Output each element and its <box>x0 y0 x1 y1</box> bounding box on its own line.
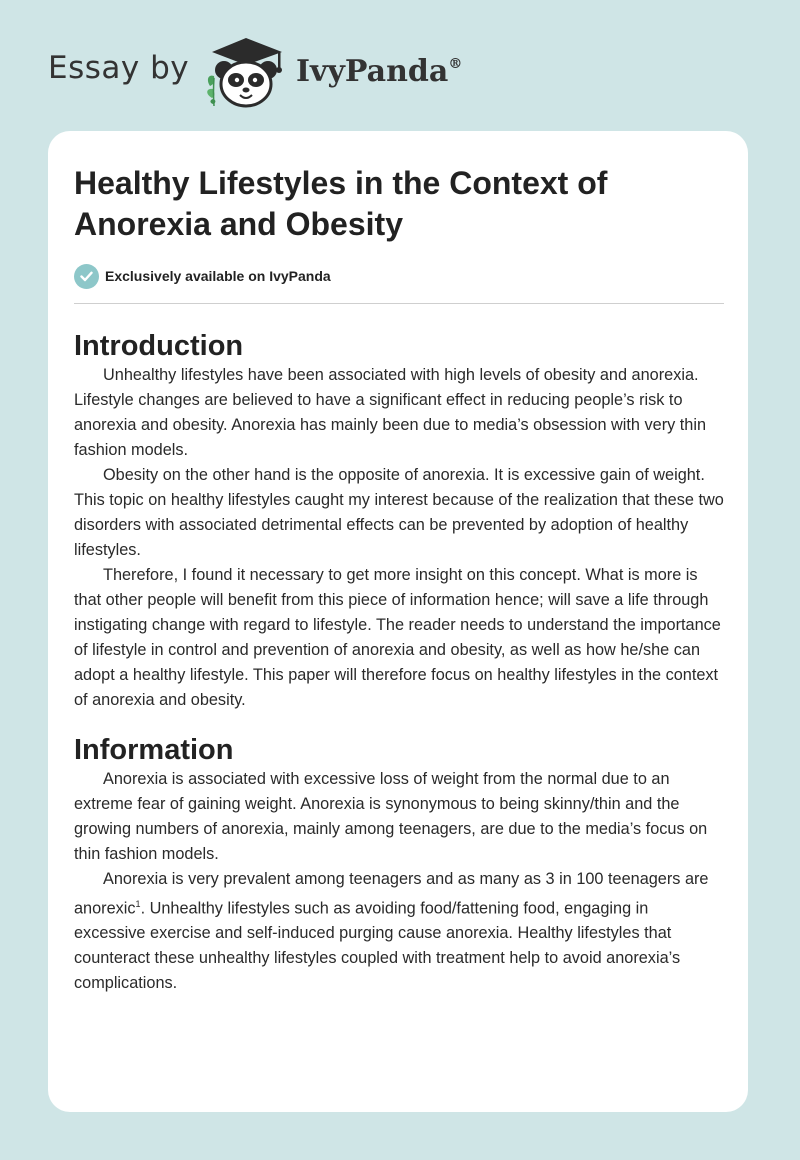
site-header <box>48 34 748 114</box>
essay-content <box>74 163 724 996</box>
section-heading-information: Information <box>74 734 234 766</box>
essay-card <box>48 131 748 1112</box>
paragraph: Unhealthy lifestyles have been associated with high levels of obesity and anorexia. Lifestyle changes are believed to have a significant effect in reducing people’s risk to anorexia and obesity. Anorexia has mainly been due to media’s obsession with very thin fashion models. <box>74 366 707 459</box>
checkmark-icon <box>74 264 99 289</box>
essay-title: Healthy Lifestyles in the Context of Anorexia and Obesity <box>74 165 608 242</box>
panda-logo-icon[interactable] <box>200 34 292 110</box>
paragraph-with-footnote <box>74 867 724 996</box>
availability-text: Exclusively available on IvyPanda <box>105 268 331 284</box>
divider <box>74 303 724 304</box>
registered-mark: ® <box>448 56 463 72</box>
brand-name[interactable] <box>296 54 462 89</box>
essay-by-label: Essay by <box>48 50 190 86</box>
paragraph: Therefore, I found it necessary to get more insight on this concept. What is more is that other people will benefit from this piece of information hence; will save a life through instigating change with regard to lifestyle. The reader needs to understand the importance of lifestyle in control and prevention of anorexia and obesity, as well as how he/she can adopt a healthy lifestyle. This paper will therefore focus on healthy lifestyles in the context of anorexia and obesity. <box>74 566 721 709</box>
paragraph: Obesity on the other hand is the opposite of anorexia. It is excessive gain of weight. This topic on healthy lifestyles caught my interest because of the realization that these two disorders with associated detrimental effects can be prevented by adoption of healthy lifestyles. <box>74 466 724 559</box>
paragraph: Anorexia is associated with excessive loss of weight from the normal due to an extreme fear of gaining weight. Anorexia is synonymous to being skinny/thin and the growing numbers of anorexia, mainly among teenagers, are due to the media’s focus on thin fashion models. <box>74 770 708 863</box>
brand-text: IvyPanda <box>296 54 449 89</box>
availability-badge <box>74 263 724 289</box>
paragraph-text-before: Anorexia is very prevalent among teenagers and as many as 3 in 100 teenagers are anorexic <box>74 870 709 918</box>
footnote-reference[interactable]: 1 <box>135 899 141 909</box>
section-heading-introduction: Introduction <box>74 330 244 362</box>
paragraph-text-after: . Unhealthy lifestyles such as avoiding food/fattening food, engaging in excessive exercise and self-induced purging cause anorexia. Healthy lifestyles that counteract these unhealthy lifestyles coupled with treatment help to avoid anorexia’s complications. <box>74 899 681 993</box>
